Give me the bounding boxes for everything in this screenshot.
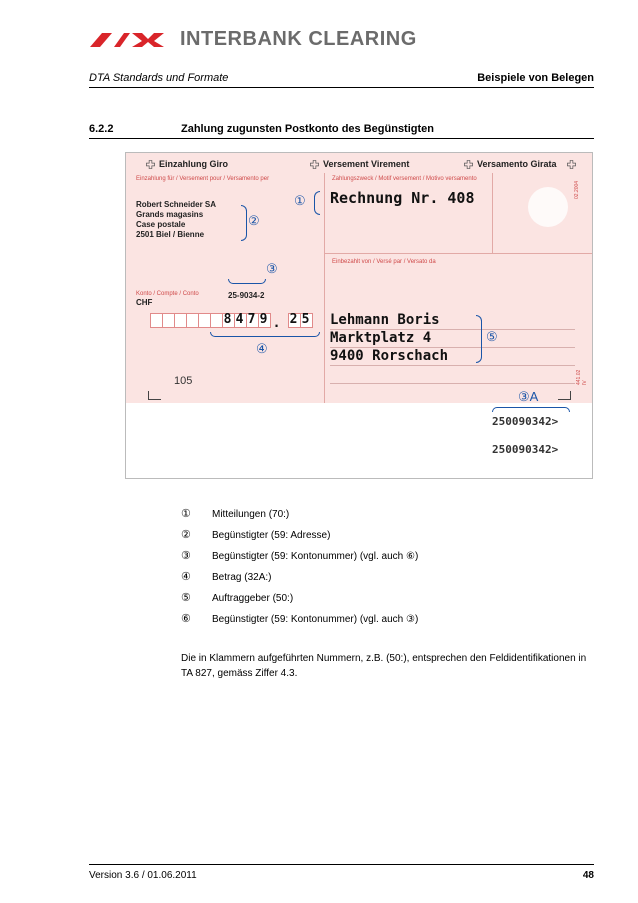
header-left: DTA Standards und Formate <box>89 72 229 84</box>
header-rule <box>89 87 594 88</box>
slip-title-girata: Versamento Girata <box>464 159 576 169</box>
corner-mark <box>558 391 571 400</box>
slip-title-giro: Einzahlung Giro <box>146 159 228 169</box>
amount-digit: 2 <box>289 312 298 327</box>
logo-text: INTERBANK CLEARING <box>180 28 417 50</box>
brace-1 <box>314 191 320 215</box>
footer-version: Version 3.6 / 01.06.2011 <box>89 870 197 881</box>
marker-1: ① <box>294 193 306 208</box>
side-code: 02.2004 <box>574 180 580 199</box>
amount-field <box>150 313 320 329</box>
slip-divider <box>324 253 592 254</box>
corner-mark <box>148 391 161 400</box>
swiss-cross-icon <box>310 160 319 169</box>
legend-symbol: ⑤ <box>181 592 191 604</box>
coding-line-2: 250090342> <box>492 443 559 456</box>
section-number: 6.2.2 <box>89 123 114 135</box>
note-paragraph: Die in Klammern aufgeführten Nummern, z.B. (50:), entsprechen den Feldidentifikationen in TA 827, gemäss Ziffer 4.3. <box>181 653 587 679</box>
legend-symbol: ① <box>181 508 191 520</box>
swiss-cross-icon <box>464 160 473 169</box>
stamp-circle <box>528 187 568 227</box>
amount-digit: 5 <box>301 312 310 327</box>
slip-divider <box>324 173 325 403</box>
legend-symbol: ⑥ <box>181 613 191 625</box>
slip-title-virement: Versement Virement <box>310 159 409 169</box>
marker-4: ④ <box>256 341 268 356</box>
label-account: Konto / Compte / Conto <box>136 291 199 297</box>
slip-divider <box>492 173 493 253</box>
footer-rule <box>89 864 594 865</box>
legend-text: Begünstigter (59: Adresse) <box>212 530 331 541</box>
brace-5 <box>476 315 482 363</box>
purpose-text: Rechnung Nr. 408 <box>330 189 475 207</box>
page-number: 48 <box>582 870 594 881</box>
brace-3a <box>492 407 570 412</box>
marker-2: ② <box>248 213 260 228</box>
brace-3 <box>228 279 266 284</box>
legend-text: Betrag (32A:) <box>212 572 272 583</box>
marker-3: ③ <box>266 261 278 276</box>
brace-4 <box>210 332 320 337</box>
legend-symbol: ④ <box>181 571 191 583</box>
payer-line <box>330 383 575 384</box>
section-rule <box>89 138 594 139</box>
label-paid-by: Einbezahlt von / Versé par / Versato da <box>332 259 436 265</box>
slip-number-105: 105 <box>174 375 193 387</box>
payer-line <box>330 365 575 366</box>
amount-digit: 8 <box>223 312 232 327</box>
marker-5: ⑤ <box>486 329 498 344</box>
payment-slip <box>125 152 593 479</box>
legend-symbol: ③ <box>181 550 191 562</box>
payer-address: Lehmann Boris Marktplatz 4 9400 Rorschach <box>330 312 449 364</box>
label-purpose: Zahlungszweck / Motif versement / Motivo versamento <box>332 176 477 182</box>
account-number: 25-9034-2 <box>228 291 265 300</box>
amount-dot: . <box>272 316 281 331</box>
legend-text: Begünstigter (59: Kontonummer) (vgl. auch ③) <box>212 614 419 625</box>
legend-text: Mitteilungen (70:) <box>212 509 290 520</box>
amount-digit: 9 <box>259 312 268 327</box>
marker-3a: ③A <box>518 389 539 404</box>
coding-line-1: 250090342> <box>492 415 559 428</box>
header-right: Beispiele von Belegen <box>477 72 594 84</box>
side-code: 441.02 IV <box>576 369 588 385</box>
six-logo-mark-icon <box>88 29 172 51</box>
currency: CHF <box>136 298 153 307</box>
six-logo <box>88 28 417 51</box>
legend-symbol: ② <box>181 529 191 541</box>
section-title: Zahlung zugunsten Postkonto des Begünstigten <box>181 123 434 135</box>
swiss-cross-icon <box>146 160 155 169</box>
brace-2 <box>241 205 247 241</box>
beneficiary-address: Robert Schneider SA Grands magasins Case postale 2501 Biel / Bienne <box>136 200 217 239</box>
amount-digit: 7 <box>247 312 256 327</box>
legend-text: Begünstigter (59: Kontonummer) (vgl. auch ⑥) <box>212 551 419 562</box>
amount-digit: 4 <box>235 312 244 327</box>
legend-text: Auftraggeber (50:) <box>212 593 294 604</box>
label-for: Einzahlung für / Versement pour / Versamento per <box>136 176 270 182</box>
swiss-cross-icon <box>567 160 576 169</box>
